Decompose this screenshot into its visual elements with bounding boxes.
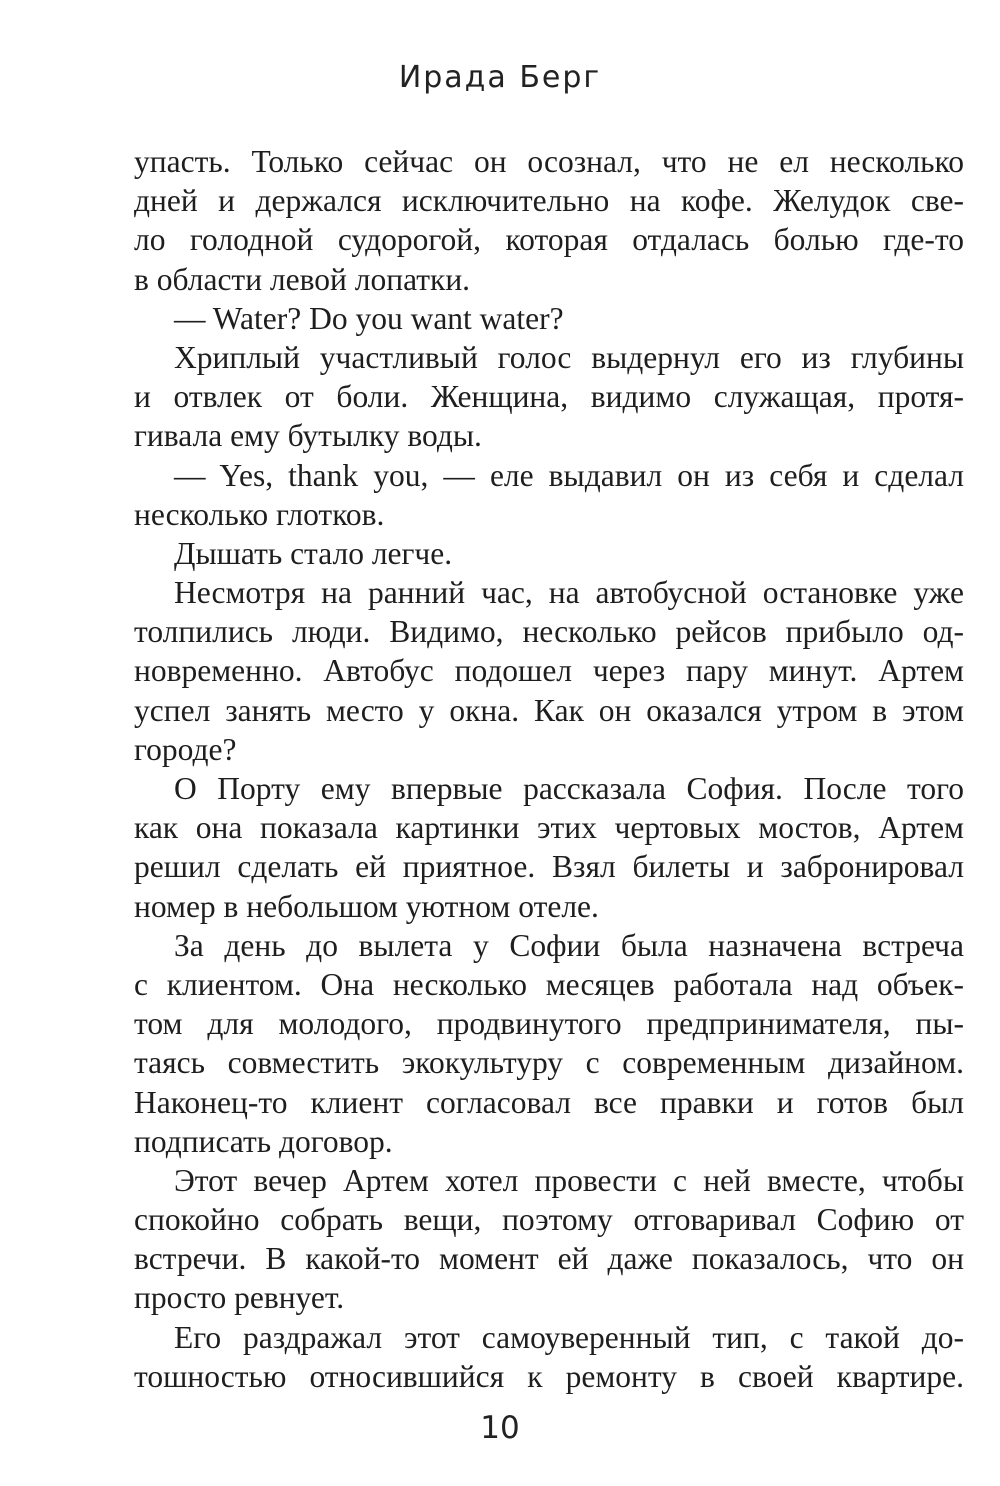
text-line: упасть. Только сейчас он осознал, что не ел несколько bbox=[134, 144, 964, 179]
text-line: дней и держался исключительно на кофе. Желудок све- bbox=[134, 183, 964, 219]
text-line: — Water? Do you want water? bbox=[174, 300, 564, 336]
text-line: номер в небольшом уютном отеле. bbox=[134, 888, 599, 924]
body-text bbox=[134, 142, 964, 1396]
text-line: О Порту ему впервые рассказала София. После того bbox=[174, 771, 964, 806]
running-header-author: Ирада Берг bbox=[398, 60, 602, 95]
text-line: За день до вылета у Софии была назначена встреча bbox=[174, 927, 964, 963]
text-line: просто ревнует. bbox=[134, 1280, 345, 1316]
text-line: несколько глотков. bbox=[134, 496, 385, 532]
text-line: решил сделать ей приятное. Взял билеты и забронировал bbox=[134, 849, 964, 885]
text-line: встречи. В какой-то момент ей даже показалось, что он bbox=[134, 1241, 964, 1277]
text-line: Этот вечер Артем хотел провести с ней вместе, чтобы bbox=[174, 1162, 964, 1198]
text-line: Хриплый участливый голос выдернул его из глубины bbox=[174, 339, 964, 375]
page-number: 10 bbox=[480, 1410, 520, 1446]
text-line: том для молодого, продвинутого предпринимателя, пы- bbox=[134, 1006, 964, 1042]
text-line: городе? bbox=[134, 731, 237, 767]
text-line: таясь совместить экокультуру с современным дизайном. bbox=[134, 1045, 964, 1081]
text-line: и отвлек от боли. Женщина, видимо служащая, протя- bbox=[134, 379, 964, 415]
text-line: успел занять место у окна. Как он оказался утром в этом bbox=[134, 692, 964, 728]
text-line: Его раздражал этот самоуверенный тип, с такой до- bbox=[174, 1319, 964, 1355]
text-line: Наконец-то клиент согласовал все правки и готов был bbox=[134, 1084, 964, 1120]
text-line: в области левой лопатки. bbox=[134, 261, 471, 297]
text-line: как она показала картинки этих чертовых мостов, Артем bbox=[134, 810, 964, 846]
text-line: Дышать стало легче. bbox=[174, 535, 453, 571]
text-line: спокойно собрать вещи, поэтому отговаривал Софию от bbox=[134, 1202, 964, 1238]
text-line: Несмотря на ранний час, на автобусной остановке уже bbox=[174, 575, 964, 611]
text-line: с клиентом. Она несколько месяцев работала над объек- bbox=[134, 966, 964, 1002]
text-line: тошностью относившийся к ремонту в своей квартире. bbox=[134, 1358, 964, 1394]
text-line: гивала ему бутылку воды. bbox=[134, 418, 482, 454]
text-line: ло голодной судорогой, которая отдалась болью где-то bbox=[134, 222, 964, 258]
text-line: новременно. Автобус подошел через пару минут. Артем bbox=[134, 653, 964, 689]
text-line: — Yes, thank you, — еле выдавил он из себя и сделал bbox=[174, 457, 964, 493]
text-line: толпились люди. Видимо, несколько рейсов прибыло од- bbox=[134, 614, 964, 650]
text-line: подписать договор. bbox=[134, 1123, 393, 1159]
